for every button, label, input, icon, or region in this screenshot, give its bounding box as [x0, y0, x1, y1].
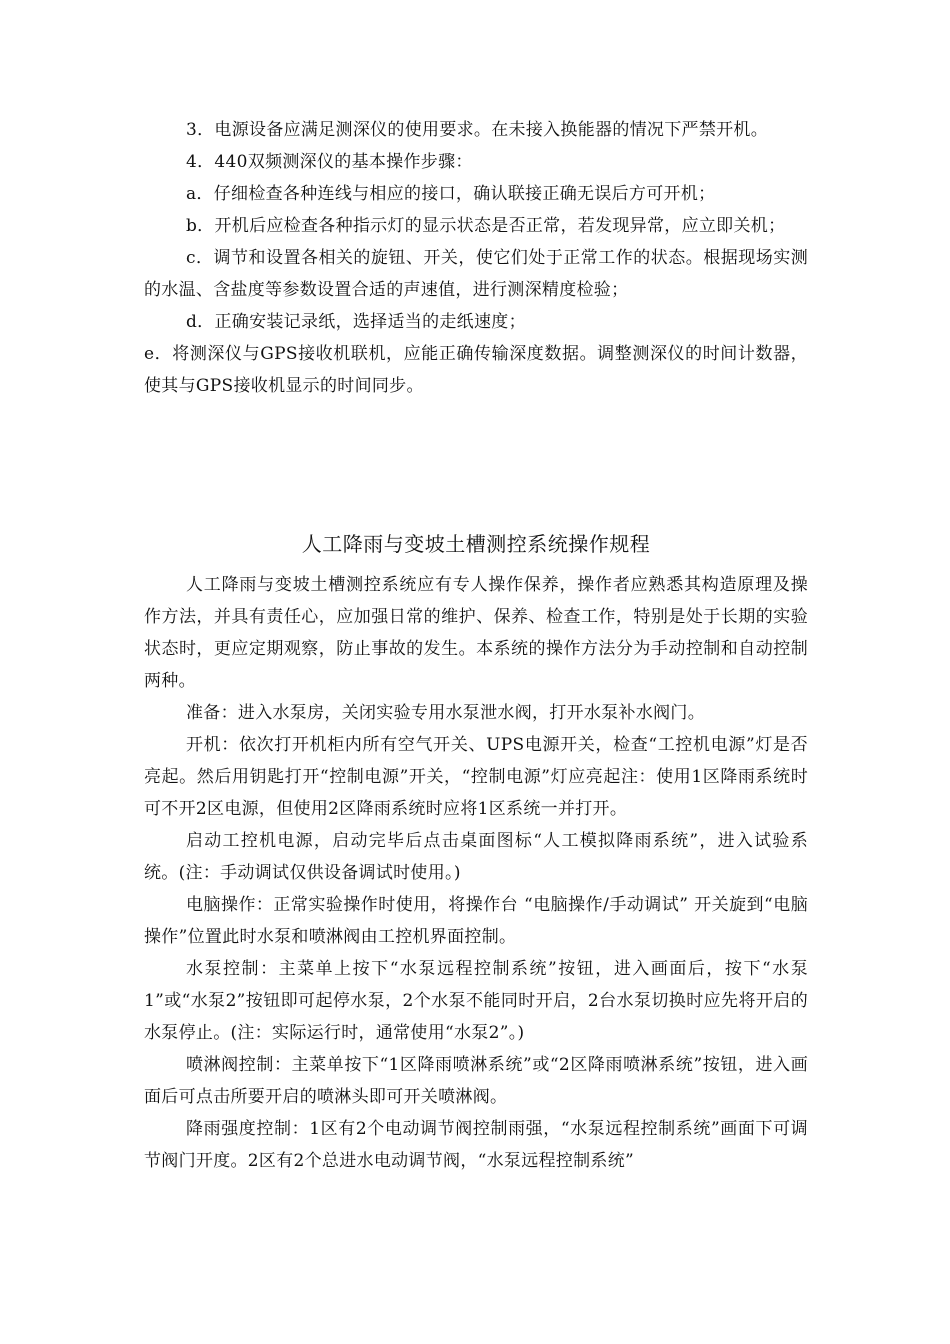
paragraph-operation-steps-heading: 4．440双频测深仪的基本操作步骤： [186, 152, 473, 172]
paragraph-computer-operation: 电脑操作：正常实验操作时使用，将操作台 “电脑操作/手动调试” 开关旋到“电脑操作”位置此时水泵和喷淋阀由工控机界面控制。 [144, 895, 808, 947]
paragraph-step-b: b．开机后应检查各种指示灯的显示状态是否正常，若发现异常，应立即关机； [186, 216, 786, 236]
rainfall-system-procedures [144, 569, 808, 1177]
section-title: 人工降雨与变坡土槽测控系统操作规程 [301, 532, 651, 556]
paragraph-step-a: a．仔细检查各种连线与相应的接口，确认联接正确无误后方可开机； [186, 184, 716, 204]
paragraph-power-on: 开机：依次打开机柜内所有空气开关、UPS电源开关，检查“工控机电源”灯是否亮起。然后用钥匙打开“控制电源”开关，“控制电源”灯应亮起注：使用1区降雨系统时可不开2区电源，但使用2区降雨系统时应将1区系统一并打开。 [144, 735, 808, 819]
paragraph-system-overview: 人工降雨与变坡土槽测控系统应有专人操作保养，操作者应熟悉其构造原理及操作方法，并具有责任心，应加强日常的维护、保养、检查工作，特别是处于长期的实验状态时，更应定期观察，防止事故的发生。本系统的操作方法分为手动控制和自动控制两种。 [144, 575, 808, 691]
paragraph-pump-control: 水泵控制：主菜单上按下“水泵远程控制系统”按钮，进入画面后，按下“水泵1”或“水泵2”按钮即可起停水泵，2个水泵不能同时开启，2台水泵切换时应先将开启的水泵停止。(注：实际运行时，通常使用“水泵2”。) [144, 959, 808, 1043]
paragraph-spray-valve-control: 喷淋阀控制：主菜单按下“1区降雨喷淋系统”或“2区降雨喷淋系统”按钮，进入画面后可点击所要开启的喷淋头即可开关喷淋阀。 [144, 1055, 808, 1107]
paragraph-power-requirement: 3．电源设备应满足测深仪的使用要求。在未接入换能器的情况下严禁开机。 [186, 120, 769, 140]
paragraph-step-e: e．将测深仪与GPS接收机联机，应能正确传输深度数据。调整测深仪的时间计数器，使其与GPS接收机显示的时间同步。 [144, 344, 808, 396]
paragraph-step-d: d．正确安装记录纸，选择适当的走纸速度； [186, 312, 526, 332]
paragraph-rainfall-intensity-control: 降雨强度控制：1区有2个电动调节阀控制雨强，“水泵远程控制系统”画面下可调节阀门开度。2区有2个总进水电动调节阀，“水泵远程控制系统” [144, 1119, 808, 1171]
paragraph-step-c: c．调节和设置各相关的旋钮、开关，使它们处于正常工作的状态。根据现场实测的水温、含盐度等参数设置合适的声速值，进行测深精度检验； [144, 248, 808, 300]
paragraph-start-computer: 启动工控机电源，启动完毕后点击桌面图标“人工模拟降雨系统”，进入试验系统。(注：手动调试仅供设备调试时使用。) [144, 831, 808, 883]
paragraph-preparation: 准备：进入水泵房，关闭实验专用水泵泄水阀，打开水泵补水阀门。 [186, 703, 705, 723]
depth-sounder-instructions [144, 114, 808, 402]
